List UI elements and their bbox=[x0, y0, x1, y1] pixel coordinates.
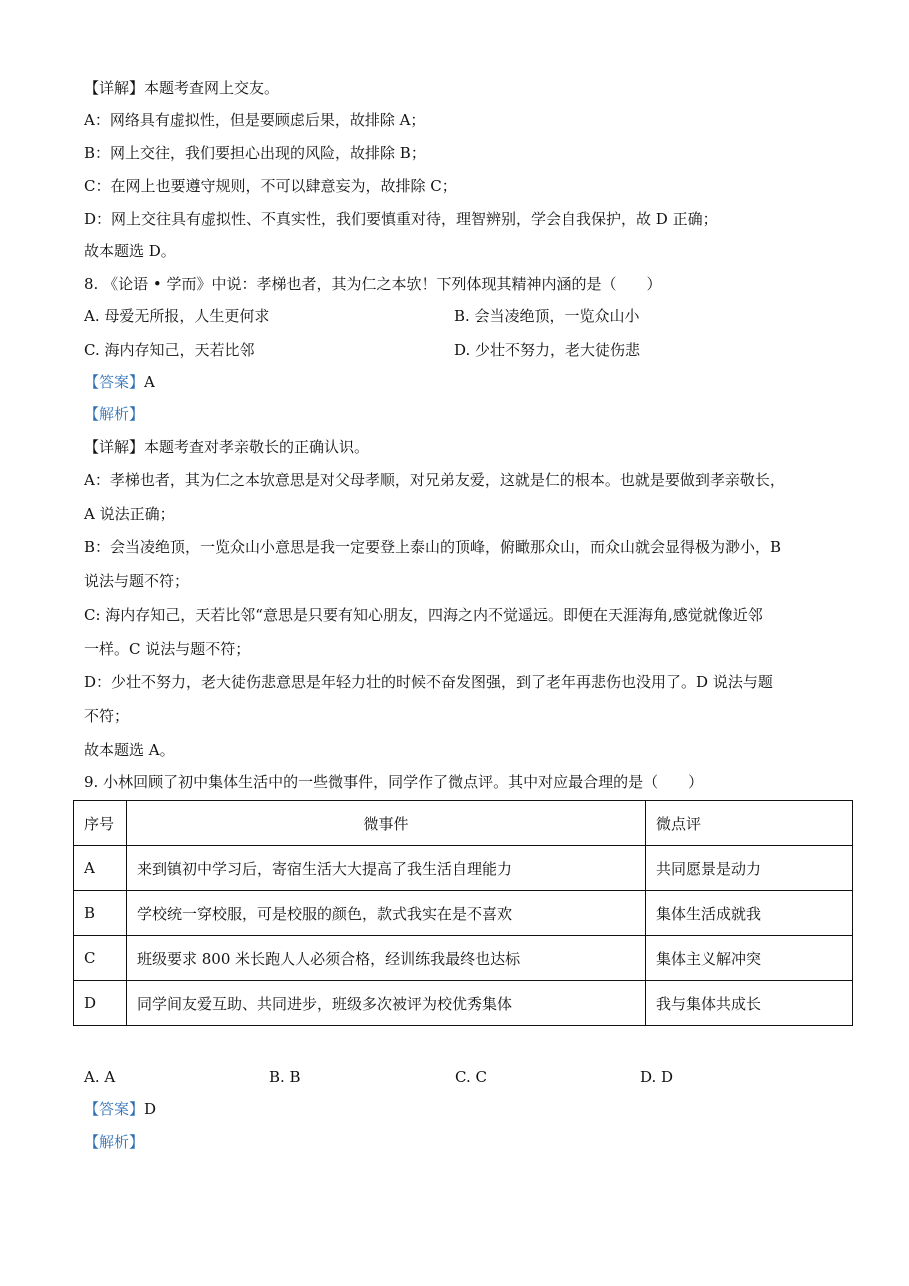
table-cell-comment: 集体主义解冲突 bbox=[646, 936, 853, 981]
q9-stem: 9. 小林回顾了初中集体生活中的一些微事件，同学作了微点评。其中对应最合理的是（ ） bbox=[84, 773, 704, 791]
q7-analysis-a: A：网络具有虚拟性，但是要顾虑后果，故排除 A； bbox=[84, 111, 426, 129]
q9-analysis-tag: 【解析】 bbox=[84, 1133, 145, 1151]
table-header-comment: 微点评 bbox=[646, 801, 853, 846]
q8-conclusion: 故本题选 A。 bbox=[84, 741, 175, 759]
table-row bbox=[74, 891, 853, 936]
q9-answer-value: D bbox=[144, 1100, 157, 1118]
table-cell-event: 来到镇初中学习后，寄宿生活大大提高了我生活自理能力 bbox=[127, 846, 646, 891]
q7-analysis-b: B：网上交往，我们要担心出现的风险，故排除 B； bbox=[84, 144, 426, 162]
q8-analysis-a-line1: A：孝梯也者，其为仁之本欤意思是对父母孝顺，对兄弟友爱，这就是仁的根本。也就是要做到孝亲敬长， bbox=[84, 471, 785, 489]
q9-option-d: D. D bbox=[640, 1068, 674, 1086]
q8-option-c: C. 海内存知己，天若比邻 bbox=[84, 341, 255, 359]
table-cell-event: 同学间友爱互助、共同进步，班级多次被评为校优秀集体 bbox=[127, 981, 646, 1026]
q7-analysis-c: C：在网上也要遵守规则，不可以肆意妄为，故排除 C； bbox=[84, 177, 457, 195]
q9-table bbox=[73, 800, 853, 1026]
q9-option-a: A. A bbox=[84, 1068, 116, 1086]
q8-option-d: D. 少壮不努力，老大徒伤悲 bbox=[454, 341, 641, 359]
q9-option-b: B. B bbox=[269, 1068, 301, 1086]
q8-analysis-d-line2: 不符； bbox=[84, 707, 130, 725]
table-cell-event: 班级要求 800 米长跑人人必须合格，经训练我最终也达标 bbox=[127, 936, 646, 981]
table-row bbox=[74, 846, 853, 891]
q8-analysis-b-line1: B：会当凌绝顶，一览众山小意思是我一定要登上泰山的顶峰，俯瞰那众山，而众山就会显得极为渺小，B bbox=[84, 538, 782, 556]
q8-answer bbox=[84, 372, 155, 392]
q8-analysis-d-line1: D：少壮不努力，老大徒伤悲意思是年轻力壮的时候不奋发图强，到了老年再悲伤也没用了。D 说法与题 bbox=[84, 673, 773, 691]
q8-detail: 【详解】本题考查对孝亲敬长的正确认识。 bbox=[84, 438, 370, 456]
table-row bbox=[74, 936, 853, 981]
q8-answer-value: A bbox=[144, 373, 155, 391]
q9-option-c: C. C bbox=[455, 1068, 487, 1086]
q7-detail: 【详解】本题考查网上交友。 bbox=[84, 79, 280, 97]
q9-answer bbox=[84, 1099, 156, 1119]
table-cell-comment: 我与集体共成长 bbox=[646, 981, 853, 1026]
q8-analysis-c-line1: C: 海内存知己，天若比邻“意思是只要有知心朋友，四海之内不觉遥远。即便在天涯海角,感觉就像近邻 bbox=[84, 606, 763, 624]
q8-analysis-c-line2: 一样。C 说法与题不符； bbox=[84, 640, 251, 658]
q7-conclusion: 故本题选 D。 bbox=[84, 242, 176, 260]
q8-analysis-tag: 【解析】 bbox=[84, 405, 145, 423]
q8-answer-tag: 【答案】 bbox=[84, 373, 145, 391]
table-cell-comment: 共同愿景是动力 bbox=[646, 846, 853, 891]
q8-analysis-a-line2: A 说法正确； bbox=[84, 505, 175, 523]
q8-option-b: B. 会当凌绝顶，一览众山小 bbox=[454, 307, 640, 325]
table-cell-index: D bbox=[74, 981, 127, 1026]
table-cell-comment: 集体生活成就我 bbox=[646, 891, 853, 936]
q8-option-a: A. 母爱无所报，人生更何求 bbox=[84, 307, 270, 325]
q9-answer-tag: 【答案】 bbox=[84, 1100, 145, 1118]
table-cell-index: C bbox=[74, 936, 127, 981]
q8-analysis-b-line2: 说法与题不符； bbox=[84, 572, 190, 590]
table-cell-index: B bbox=[74, 891, 127, 936]
table-row bbox=[74, 981, 853, 1026]
q7-analysis-d: D：网上交往具有虚拟性、不真实性，我们要慎重对待，理智辨别，学会自我保护，故 D 正确； bbox=[84, 210, 718, 228]
table-cell-index: A bbox=[74, 846, 127, 891]
q8-stem: 8. 《论语 • 学而》中说：孝梯也者，其为仁之本欤！下列体现其精神内涵的是（ ） bbox=[84, 275, 662, 293]
table-cell-event: 学校统一穿校服，可是校服的颜色，款式我实在是不喜欢 bbox=[127, 891, 646, 936]
table-header-event: 微事件 bbox=[127, 801, 646, 846]
table-header-index: 序号 bbox=[74, 801, 127, 846]
table-header-row bbox=[74, 801, 853, 846]
